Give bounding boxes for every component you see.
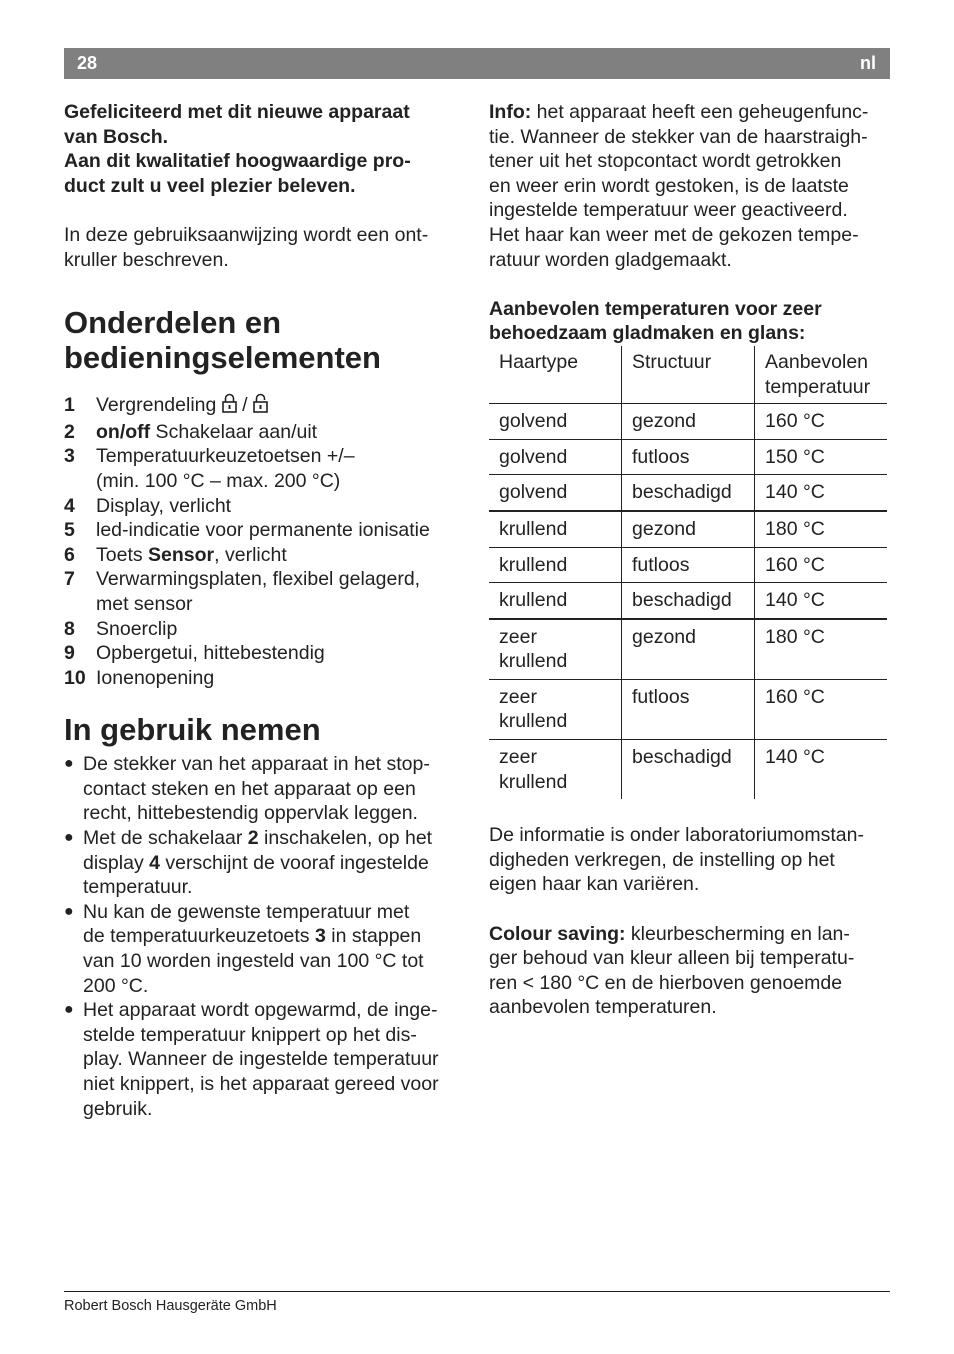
table-row: zeer krullend beschadigd 140 °C [489, 740, 887, 800]
bullet-icon: ● [64, 1001, 74, 1019]
parts-heading: Onderdelen en bedieningselementen [64, 305, 381, 376]
bullet-icon: ● [64, 902, 74, 920]
list-item: 7 Verwarmingsplaten, flexibel gelagerd, met sensor [64, 568, 421, 615]
list-item: 3 Temperatuurkeuzetoetsen +/– (min. 100 °C – max. 200 °C) [64, 445, 355, 492]
bullet-icon: ● [64, 829, 74, 847]
language-code: nl [860, 53, 876, 73]
list-item: ● De stekker van het apparaat in het stop- contact steken en het apparaat op een recht, hittebestendig oppervlak leggen. [64, 753, 430, 825]
list-item: 4 Display, verlicht [64, 494, 232, 517]
lab-note: De informatie is onder laboratoriumomstan- digheden verkregen, de instelling op het eigen haar kan variëren. [489, 824, 864, 896]
list-item: 2 on/off Schakelaar aan/uit [64, 420, 318, 443]
temperature-table [489, 346, 887, 799]
usage-heading: In gebruik nemen [64, 712, 321, 748]
column-header: Aanbevolen temperatuur [755, 346, 888, 404]
table-row: golvend futloos 150 °C [489, 439, 887, 475]
list-item: 9 Opbergetui, hittebestendig [64, 642, 325, 665]
lock-open-icon [253, 393, 268, 420]
table-row: krullend gezond 180 °C [489, 511, 887, 547]
intro-congratulations: Gefeliciteerd met dit nieuwe apparaat van Bosch. Aan dit kwalitatief hoogwaardige pro- duct zult u veel plezier beleven. [64, 101, 411, 197]
table-row: krullend beschadigd 140 °C [489, 583, 887, 619]
colour-saving-paragraph: Colour saving: kleurbescherming en lan- ger behoud van kleur alleen bij temperatu- ren < 180 °C en de hierboven genoemde aanbevolen temperaturen. [489, 922, 855, 1019]
parts-list [64, 393, 464, 690]
table-row: zeer krullend futloos 160 °C [489, 679, 887, 739]
table-title: Aanbevolen temperaturen voor zeer behoedzaam gladmaken en glans: [489, 297, 822, 345]
list-item: 1 Vergrendeling / [64, 393, 464, 420]
list-item: ● Met de schakelaar 2 inschakelen, op het display 4 verschijnt de vooraf ingestelde temperatuur. [64, 827, 433, 899]
left-column [64, 100, 464, 1121]
table-header-row [489, 346, 887, 404]
page-number: 28 [77, 53, 98, 73]
column-header: Haartype [489, 346, 622, 404]
list-item: 5 led-indicatie voor permanente ionisatie [64, 519, 430, 542]
right-column [489, 100, 890, 1020]
lock-closed-icon [222, 393, 237, 420]
table-row: golvend gezond 160 °C [489, 404, 887, 440]
info-paragraph: Info: het apparaat heeft een geheugenfunc- tie. Wanneer de stekker van de haarstraigh- tener uit het stopcontact wordt getrokken en weer erin wordt gestoken, is de laatste ingestelde temperatuur weer geactiveerd. Het haar kan weer met de gekozen tempe- ratuur worden gladgemaakt. [489, 101, 869, 271]
list-item: 6 Toets Sensor, verlicht [64, 543, 287, 566]
bullet-icon: ● [64, 755, 74, 773]
list-item: 10 Ionenopening [64, 666, 215, 689]
footer-divider [64, 1291, 890, 1292]
table-row: krullend futloos 160 °C [489, 547, 887, 583]
table-row: golvend beschadigd 140 °C [489, 475, 887, 511]
intro-text: In deze gebruiksaanwijzing wordt een ont- kruller beschreven. [64, 223, 429, 271]
page-header-bar [64, 48, 890, 79]
list-item: ● Het apparaat wordt opgewarmd, de inge- stelde temperatuur knippert op het dis- play. Wanneer de ingestelde temperatuur niet knippert, is het apparaat gereed voor gebruik. [64, 999, 439, 1120]
table-row: zeer krullend gezond 180 °C [489, 619, 887, 680]
column-header: Structuur [622, 346, 755, 404]
usage-steps [64, 752, 464, 1121]
list-item: ● Nu kan de gewenste temperatuur met de temperatuurkeuzetoets 3 in stappen van 10 worden ingesteld van 100 °C tot 200 °C. [64, 900, 424, 997]
list-item: 8 Snoerclip [64, 617, 178, 640]
footer-company: Robert Bosch Hausgeräte GmbH [64, 1298, 277, 1314]
